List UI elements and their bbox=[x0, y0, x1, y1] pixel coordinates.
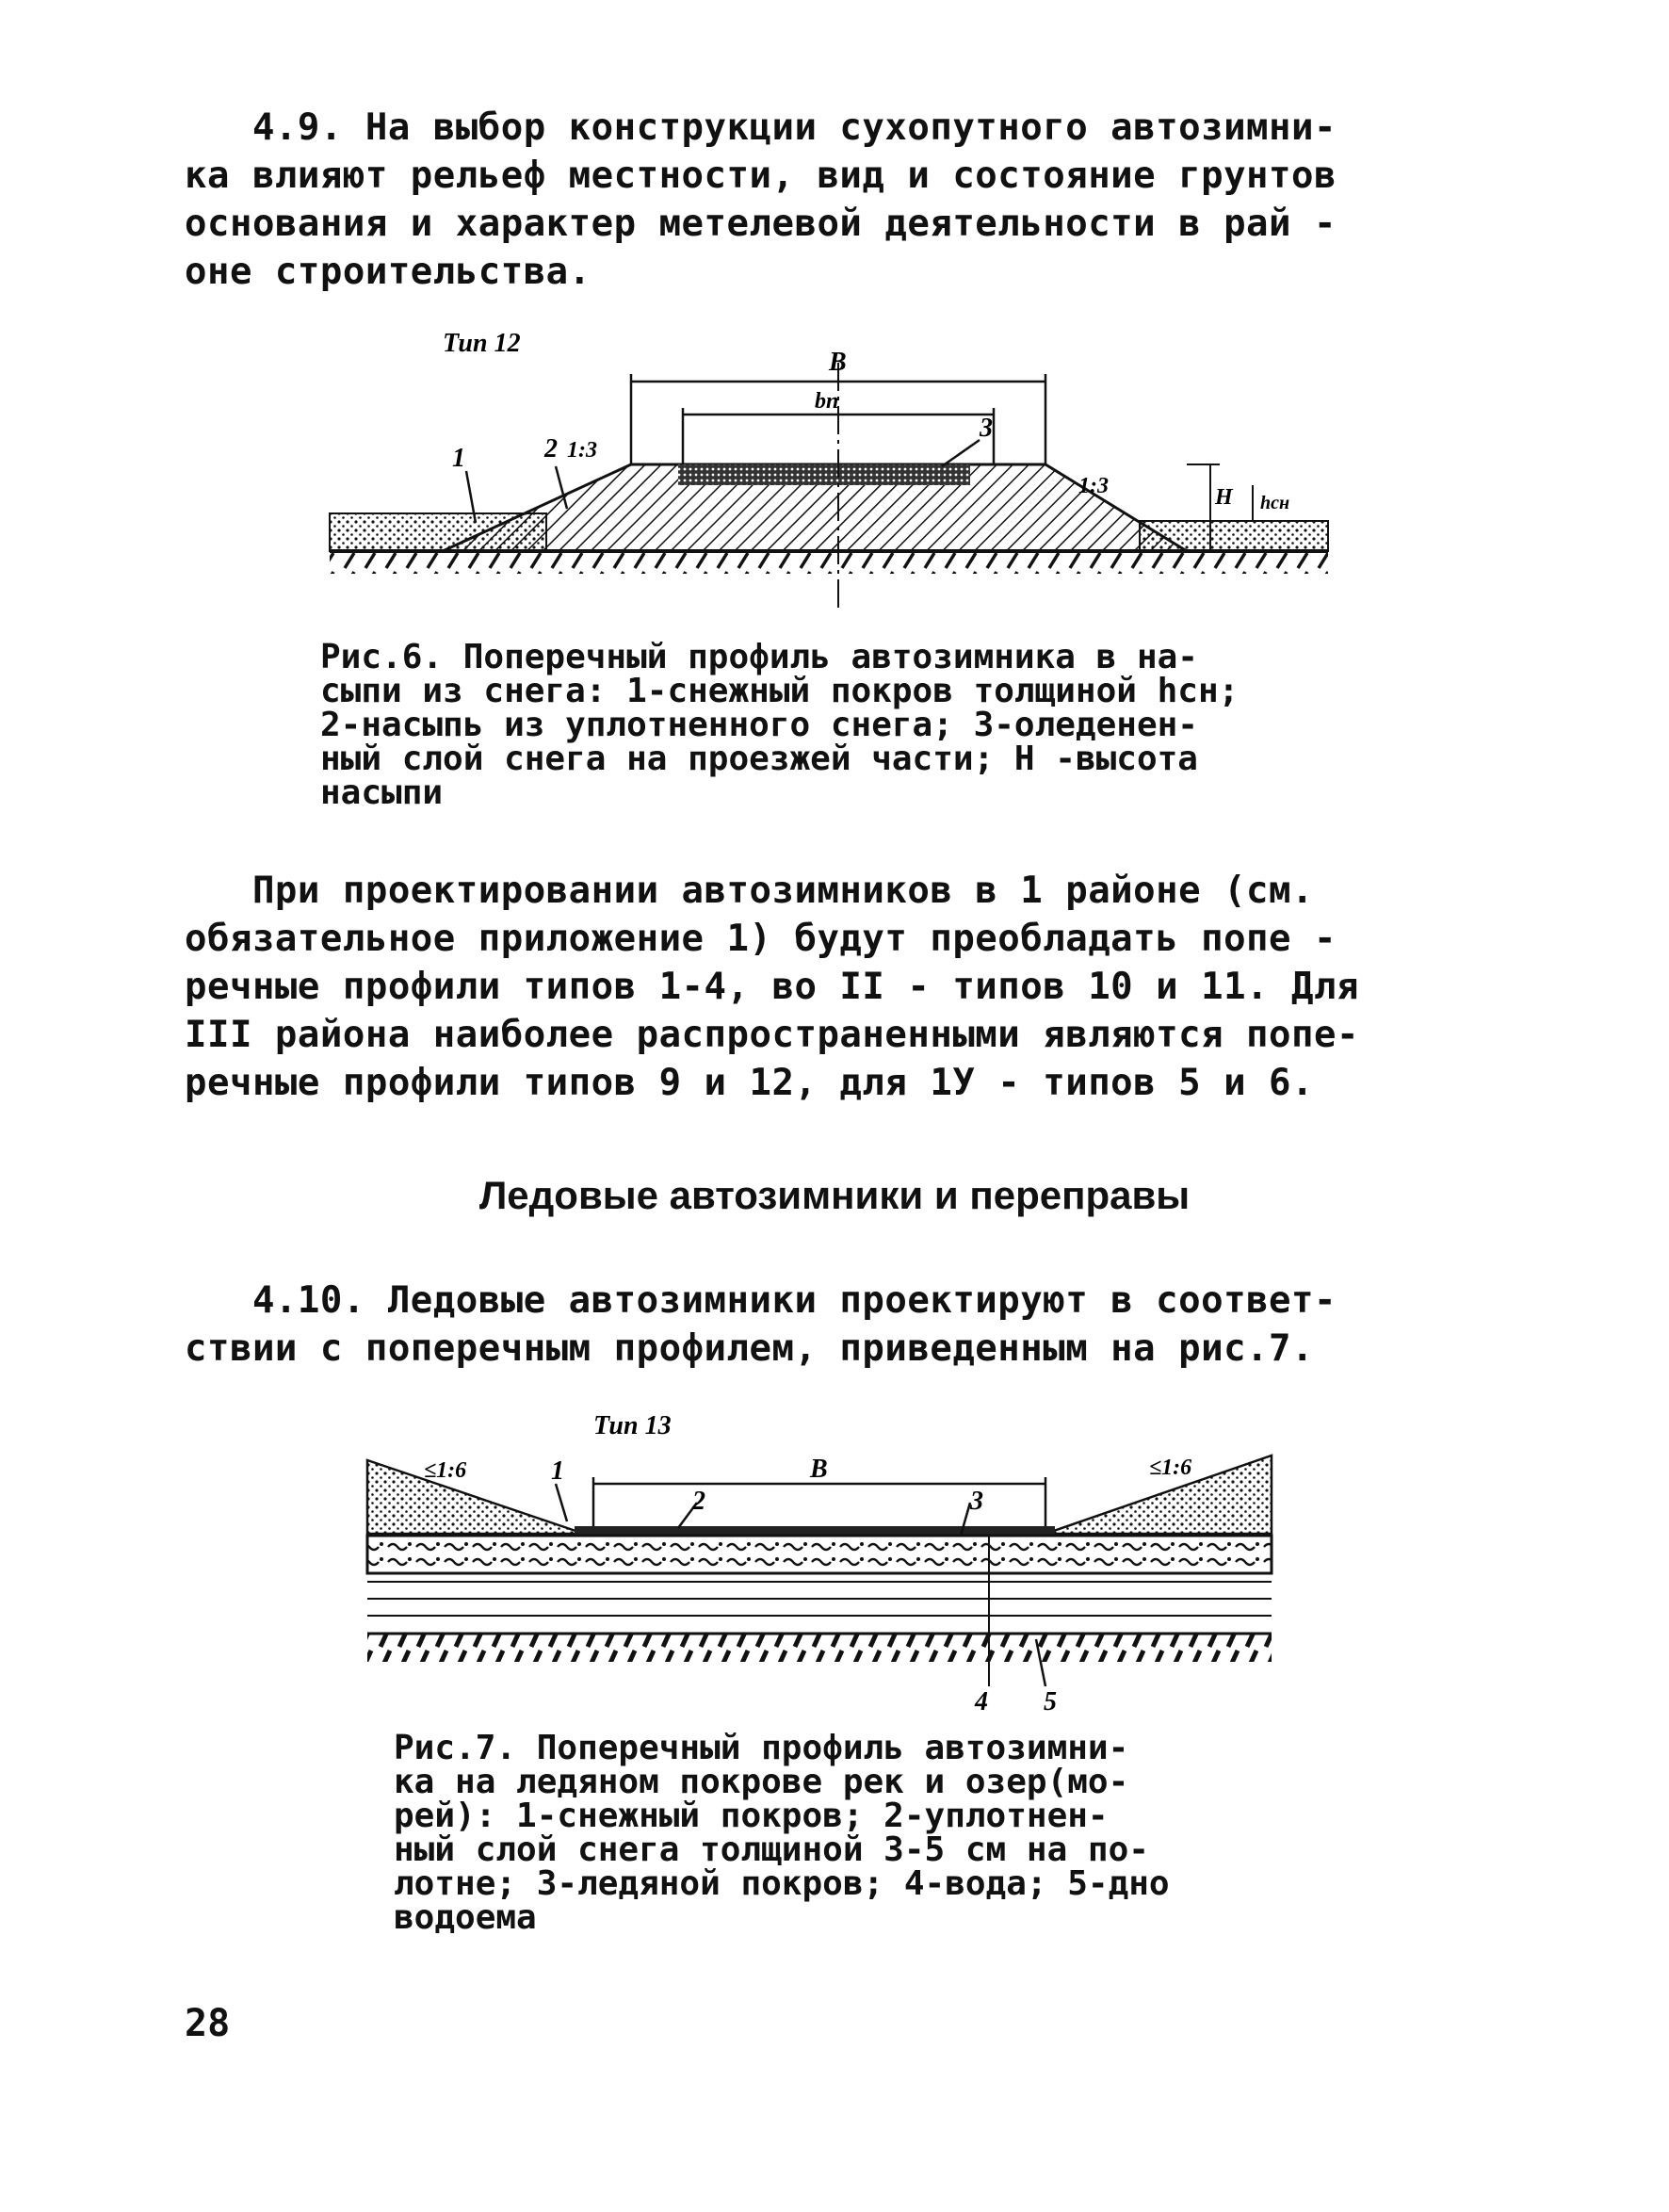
text-line: оне строительства. bbox=[185, 251, 591, 293]
dimension-hsn-label: hсн bbox=[1260, 493, 1290, 513]
caption-line: 2-насыпь из уплотненного снега; 3-оледенен- bbox=[320, 706, 1198, 744]
text-line: 4.9. На выбор конструкции сухопутного автозимни- bbox=[185, 106, 1337, 149]
caption-line: водоема bbox=[394, 1898, 537, 1937]
caption-line: ный слой снега толщиной 3-5 см на по- bbox=[394, 1830, 1149, 1869]
caption-line: сыпи из снега: 1-снежный покров толщиной hсн; bbox=[320, 672, 1240, 710]
figure-6-caption bbox=[320, 638, 1240, 812]
text-line: основания и характер метелевой деятельности в рай - bbox=[185, 203, 1337, 245]
slope-right-label: 1:3 bbox=[1078, 474, 1109, 498]
slope-left-label: ≤1:6 bbox=[424, 1458, 467, 1483]
text-line: 4.10. Ледовые автозимники проектируют в соответ- bbox=[185, 1279, 1337, 1322]
figure-6-drawing bbox=[320, 325, 1337, 617]
caption-line: ный слой снега на проезжей части; H -высота bbox=[320, 740, 1198, 778]
text-line: III района наиболее распространенными являются попе- bbox=[185, 1014, 1359, 1056]
type-label: Тип 12 bbox=[443, 329, 521, 358]
label-1: 1 bbox=[452, 444, 465, 473]
text-line: При проектировании автозимников в 1 районе (см. bbox=[185, 870, 1314, 912]
label-5: 5 bbox=[1044, 1687, 1057, 1716]
text-line: обязательное приложение 1) будут преобладать попе - bbox=[185, 918, 1337, 960]
figure-7-caption bbox=[394, 1729, 1170, 1937]
label-3: 3 bbox=[970, 1487, 983, 1516]
text-line: речные профили типов 1-4, во II - типов 10 и 11. Для bbox=[185, 966, 1359, 1008]
page-number: 28 bbox=[185, 2002, 231, 2045]
paragraph-4-9 bbox=[185, 104, 1484, 296]
label-4: 4 bbox=[975, 1687, 988, 1716]
text-line: ствии с поперечным профилем, приведенным на рис.7. bbox=[185, 1327, 1314, 1370]
caption-line: ка на ледяном покрове рек и озер(мо- bbox=[394, 1763, 1129, 1801]
caption-line: Рис.7. Поперечный профиль автозимни- bbox=[394, 1729, 1129, 1767]
label-3: 3 bbox=[980, 414, 993, 443]
slope-right-label: ≤1:6 bbox=[1149, 1456, 1192, 1480]
dimension-B-label: B bbox=[810, 1455, 828, 1484]
icy-layer bbox=[678, 464, 970, 485]
paragraph-4-10 bbox=[185, 1277, 1484, 1373]
type-label: Тип 13 bbox=[593, 1411, 672, 1440]
dimension-bp-label: bп bbox=[815, 389, 839, 414]
caption-line: насыпи bbox=[320, 773, 444, 812]
reservoir-bottom bbox=[367, 1634, 1272, 1662]
caption-line: рей): 1-снежный покров; 2-уплотнен- bbox=[394, 1797, 1109, 1835]
label-2: 2 bbox=[692, 1487, 705, 1516]
caption-line: Рис.6. Поперечный профиль автозимника в на- bbox=[320, 638, 1198, 676]
text-line: ка влияют рельеф местности, вид и состояние грунтов bbox=[185, 155, 1337, 197]
figure-6-embankment-profile bbox=[320, 325, 1337, 617]
section-heading: Ледовые автозимники и переправы bbox=[478, 1173, 1191, 1217]
paragraph-design-regions bbox=[185, 867, 1484, 1107]
text-line: речные профили типов 9 и 12, для 1У - типов 5 и 6. bbox=[185, 1062, 1314, 1104]
ice-cover bbox=[367, 1536, 1272, 1573]
water bbox=[367, 1575, 1272, 1632]
slope-left-label: 1:3 bbox=[567, 438, 597, 463]
figure-7-drawing bbox=[358, 1404, 1281, 1724]
ground-hatching bbox=[330, 553, 1328, 574]
dimension-H-label: H bbox=[1215, 485, 1233, 510]
label-1: 1 bbox=[551, 1456, 564, 1486]
label-2: 2 bbox=[544, 434, 558, 464]
figure-7-ice-road-profile bbox=[358, 1404, 1281, 1724]
dimension-B-label: B bbox=[829, 348, 847, 377]
caption-line: лотне; 3-ледяной покров; 4-вода; 5-дно bbox=[394, 1864, 1170, 1903]
